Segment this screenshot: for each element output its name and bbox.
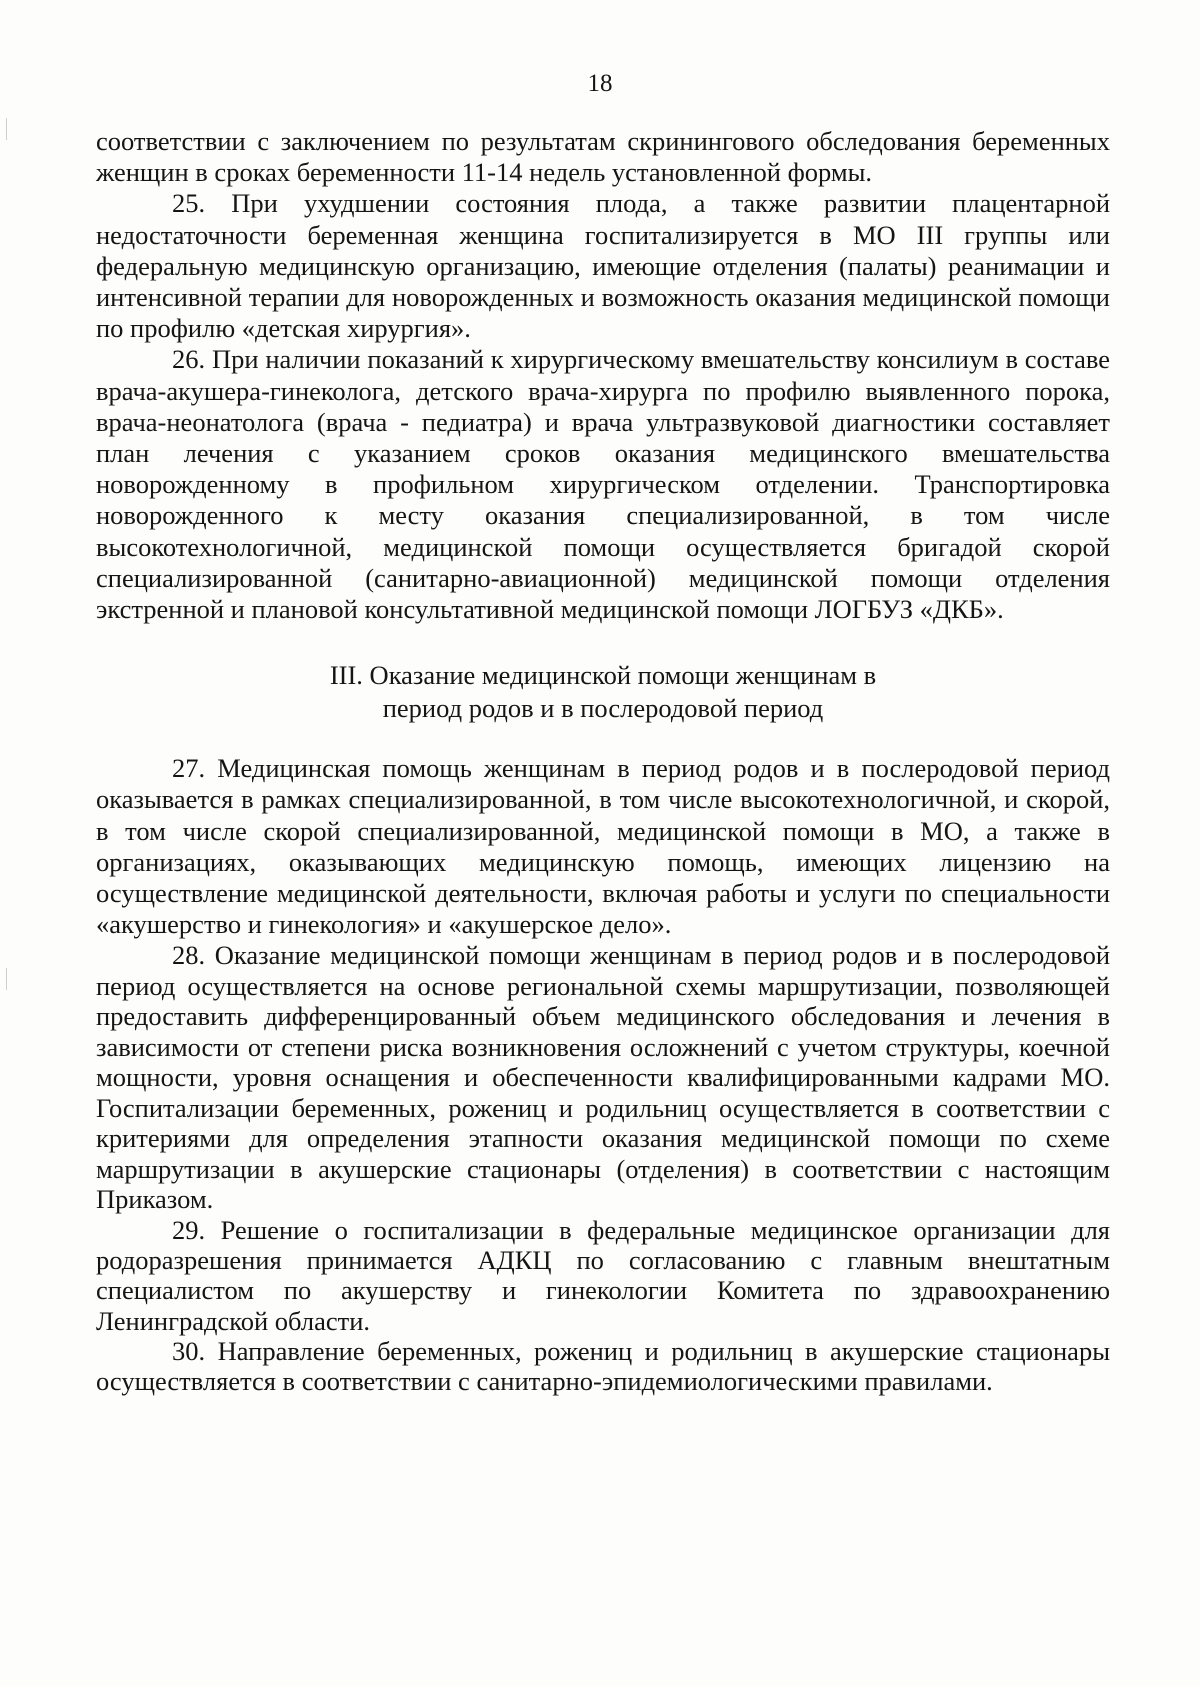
section-heading-line-1: III. Оказание медицинской помощи женщинам в (329, 660, 877, 691)
paragraph-27: 27. Медицинская помощь женщинам в период родов и в послеродовой период оказывается в рамках специализированной, в том числе высокотехнологичной, и скорой, в том числе скорой специализированной, медицинской помощи в МО, а также в организациях, оказывающих медицинскую помощь, имеющих лицензию на осуществление медицинской деятельности, включая работы и услуги по специальности «акушерство и гинекология» и «акушерское дело». (96, 753, 1110, 940)
paragraph-continuation: соответствии с заключением по результатам скринингового обследования беременных женщин в сроках беременности 11-14 недель установленной формы. (96, 126, 1110, 188)
section-heading (96, 659, 1110, 725)
document-body (96, 126, 1110, 1396)
paragraph-30: 30. Направление беременных, рожениц и родильниц в акушерские стационары осуществляется в соответствии с санитарно-эпидемиологическими правилами. (96, 1335, 1110, 1396)
paragraph-26: 26. При наличии показаний к хирургическому вмешательству консилиум в составе врача-акушера-гинеколога, детского врача-хирурга по профилю выявленного порока, врача-неонатолога (врача - педиатра) и врача ультразвуковой диагностики составляет план лечения с указанием сроков оказания медицинского вмешательства новорожденному в профильном хирургическом отделении. Транспортировка новорожденного к месту оказания специализированной, в том числе высокотехнологичной, медицинской помощи осуществляется бригадой скорой специализированной (санитарно-авиационной) медицинской помощи отделения экстренной и плановой консультативной медицинской помощи ЛОГБУЗ «ДКБ». (96, 344, 1110, 625)
paragraph-25: 25. При ухудшении состояния плода, а также развитии плацентарной недостаточности беременная женщина госпитализируется в МО III группы или федеральную медицинскую организацию, имеющие отделения (палаты) реанимации и интенсивной терапии для новорожденных и возможность оказания медицинской помощи по профилю «детская хирургия». (96, 188, 1110, 344)
paragraph-28: 28. Оказание медицинской помощи женщинам в период родов и в послеродовой период осуществляется на основе региональной схемы маршрутизации, позволяющей предоставить дифференцированный объем медицинского обследования и лечения в зависимости от степени риска возникновения осложнений с учетом структуры, коечной мощности, уровня оснащения и обеспеченности квалифицированными кадрами МО. Госпитализации беременных, рожениц и родильниц осуществляется в соответствии с критериями для определения этапности оказания медицинской помощи по схеме маршрутизации в акушерские стационары (отделения) в соответствии с настоящим Приказом. (96, 940, 1110, 1215)
scan-edge-mark (6, 118, 7, 140)
page-number: 18 (587, 70, 613, 97)
paragraph-29: 29. Решение о госпитализации в федеральные медицинское организации для родоразрешения принимается АДКЦ по согласованию с главным внештатным специалистом по акушерству и гинекологии Комитета по здравоохранению Ленинградской области. (96, 1214, 1110, 1336)
section-heading-line-2: период родов и в послеродовой период (382, 693, 824, 724)
scan-edge-mark (6, 968, 7, 990)
